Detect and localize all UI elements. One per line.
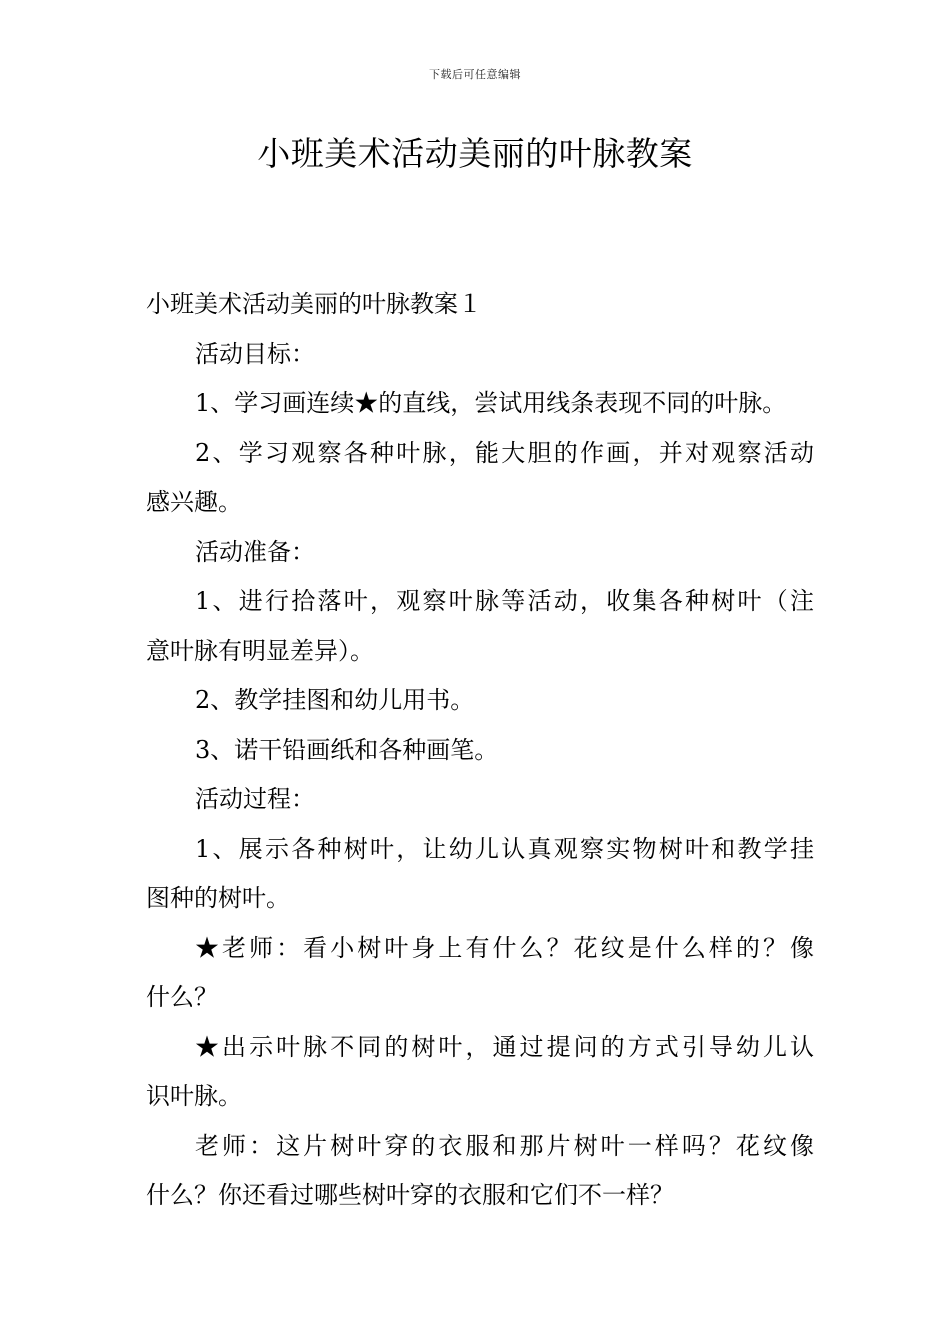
body-line: 什么？你还看过哪些树叶穿的衣服和它们不一样？	[146, 1181, 674, 1209]
document-body	[146, 280, 814, 1221]
body-line: 识叶脉。	[146, 1082, 242, 1110]
body-line: 1、进行拾落叶，观察叶脉等活动，收集各种树叶（注	[195, 587, 814, 615]
body-line: 1、学习画连续★的直线，尝试用线条表现不同的叶脉。	[195, 389, 787, 417]
body-line: 2、学习观察各种叶脉，能大胆的作画，并对观察活动	[195, 438, 814, 467]
body-line: 2、教学挂图和幼儿用书。	[195, 686, 475, 714]
body-line: 小班美术活动美丽的叶脉教案１	[146, 290, 482, 318]
body-line: 3、诺干铅画纸和各种画笔。	[195, 735, 499, 764]
header-note: 下载后可任意编辑	[429, 68, 521, 81]
body-line: 活动目标：	[195, 339, 315, 368]
body-line: 1、展示各种树叶，让幼儿认真观察实物树叶和教学挂	[195, 834, 814, 863]
body-line: 活动准备：	[195, 537, 315, 566]
body-line: ★出示叶脉不同的树叶，通过提问的方式引导幼儿认	[195, 1032, 814, 1061]
body-line: 感兴趣。	[146, 488, 242, 516]
body-line: 活动过程：	[195, 785, 315, 813]
body-line: 什么？	[146, 983, 218, 1011]
body-line: 老师：这片树叶穿的衣服和那片树叶一样吗？花纹像	[195, 1131, 814, 1160]
body-line: 意叶脉有明显差异）。	[146, 636, 374, 665]
document-title: 小班美术活动美丽的叶脉教案	[257, 134, 693, 173]
body-line: 图种的树叶。	[146, 884, 290, 912]
body-line: ★老师：看小树叶身上有什么？花纹是什么样的？像	[195, 933, 814, 962]
